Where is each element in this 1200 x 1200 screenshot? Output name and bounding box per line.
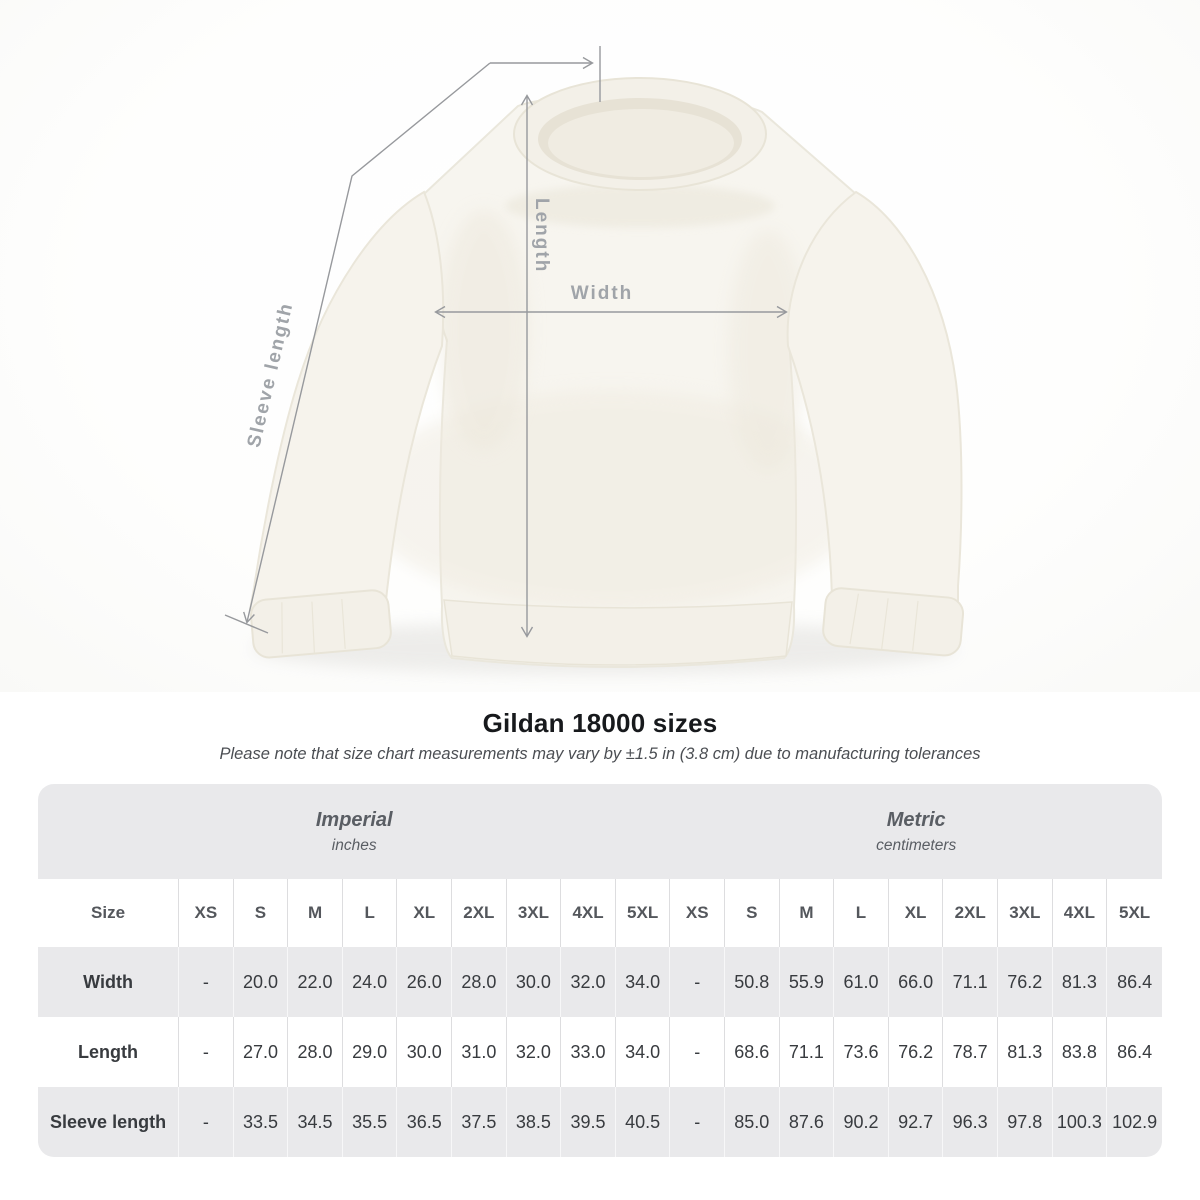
cell: 31.0 bbox=[452, 1017, 507, 1087]
metric-size-col: M bbox=[780, 879, 835, 947]
imperial-size-col: 3XL bbox=[507, 879, 562, 947]
cell: 71.1 bbox=[780, 1017, 835, 1087]
cell: 38.5 bbox=[507, 1087, 562, 1157]
cell: 68.6 bbox=[725, 1017, 780, 1087]
width-row bbox=[38, 947, 1162, 1017]
tolerance-note: Please note that size chart measurements may vary by ±1.5 in (3.8 cm) due to manufacturing tolerances bbox=[219, 745, 981, 763]
row-label: Width bbox=[38, 947, 179, 1017]
cell: 30.0 bbox=[507, 947, 562, 1017]
cell: 33.5 bbox=[234, 1087, 289, 1157]
cell: 102.9 bbox=[1107, 1087, 1162, 1157]
imperial-size-col: 2XL bbox=[452, 879, 507, 947]
cell: 29.0 bbox=[343, 1017, 398, 1087]
cell: 30.0 bbox=[397, 1017, 452, 1087]
cell: - bbox=[670, 1017, 725, 1087]
imperial-size-col: 5XL bbox=[616, 879, 671, 947]
collar bbox=[514, 78, 766, 190]
cell: 100.3 bbox=[1053, 1087, 1108, 1157]
size-column-header: Size bbox=[38, 879, 179, 947]
cell: 92.7 bbox=[889, 1087, 944, 1157]
cell: 24.0 bbox=[343, 947, 398, 1017]
cell: - bbox=[179, 947, 234, 1017]
page-title: Gildan 18000 sizes bbox=[482, 708, 718, 738]
imperial-group-header bbox=[38, 784, 670, 879]
cell: 87.6 bbox=[780, 1087, 835, 1157]
cell: 39.5 bbox=[561, 1087, 616, 1157]
cell: 32.0 bbox=[507, 1017, 562, 1087]
imperial-size-col: XL bbox=[397, 879, 452, 947]
size-chart-table bbox=[38, 784, 1162, 1157]
cell: 90.2 bbox=[834, 1087, 889, 1157]
imperial-size-col: XS bbox=[179, 879, 234, 947]
cell: 66.0 bbox=[889, 947, 944, 1017]
left-shade bbox=[439, 210, 529, 450]
cell: - bbox=[670, 947, 725, 1017]
cell: 26.0 bbox=[397, 947, 452, 1017]
cell: 86.4 bbox=[1107, 1017, 1162, 1087]
sweatshirt-illustration bbox=[250, 78, 965, 667]
cell: 73.6 bbox=[834, 1017, 889, 1087]
sleeve-length-label: Sleeve length bbox=[243, 300, 298, 450]
cell: 34.0 bbox=[616, 947, 671, 1017]
metric-size-col: XS bbox=[670, 879, 725, 947]
right-cuff bbox=[822, 587, 965, 657]
length-row bbox=[38, 1017, 1162, 1087]
imperial-size-col: M bbox=[288, 879, 343, 947]
cell: 81.3 bbox=[998, 1017, 1053, 1087]
row-label: Sleeve length bbox=[38, 1087, 179, 1157]
hem-band bbox=[444, 600, 792, 665]
metric-size-col: XL bbox=[889, 879, 944, 947]
cell: - bbox=[179, 1087, 234, 1157]
cell: 22.0 bbox=[288, 947, 343, 1017]
metric-group-header bbox=[670, 784, 1162, 879]
imperial-size-col: S bbox=[234, 879, 289, 947]
unit-group-row bbox=[38, 784, 1162, 879]
imperial-title: Imperial bbox=[315, 809, 393, 831]
cell: 55.9 bbox=[780, 947, 835, 1017]
cell: 35.5 bbox=[343, 1087, 398, 1157]
metric-size-col: 3XL bbox=[998, 879, 1053, 947]
cell: 71.1 bbox=[943, 947, 998, 1017]
cell: 81.3 bbox=[1053, 947, 1108, 1017]
cell: 61.0 bbox=[834, 947, 889, 1017]
cell: - bbox=[670, 1087, 725, 1157]
metric-size-col: 2XL bbox=[943, 879, 998, 947]
imperial-size-col: L bbox=[343, 879, 398, 947]
cell: 27.0 bbox=[234, 1017, 289, 1087]
metric-size-col: S bbox=[725, 879, 780, 947]
size-header-row bbox=[38, 879, 1162, 947]
cell: 86.4 bbox=[1107, 947, 1162, 1017]
cell: - bbox=[179, 1017, 234, 1087]
cell: 76.2 bbox=[889, 1017, 944, 1087]
metric-subtitle: centimeters bbox=[876, 837, 957, 854]
metric-size-col: L bbox=[834, 879, 889, 947]
cell: 36.5 bbox=[397, 1087, 452, 1157]
cell: 33.0 bbox=[561, 1017, 616, 1087]
cell: 78.7 bbox=[943, 1017, 998, 1087]
cell: 34.0 bbox=[616, 1017, 671, 1087]
cell: 37.5 bbox=[452, 1087, 507, 1157]
metric-size-col: 4XL bbox=[1053, 879, 1108, 947]
width-label: Width bbox=[570, 283, 634, 304]
metric-size-col: 5XL bbox=[1107, 879, 1162, 947]
left-cuff bbox=[250, 589, 393, 659]
cell: 97.8 bbox=[998, 1087, 1053, 1157]
cell: 50.8 bbox=[725, 947, 780, 1017]
metric-title: Metric bbox=[886, 809, 946, 831]
cell: 83.8 bbox=[1053, 1017, 1108, 1087]
cell: 85.0 bbox=[725, 1087, 780, 1157]
sleeve-length-row bbox=[38, 1087, 1162, 1157]
cell: 20.0 bbox=[234, 947, 289, 1017]
size-chart-card bbox=[38, 784, 1162, 1157]
imperial-size-col: 4XL bbox=[561, 879, 616, 947]
length-label: Length bbox=[531, 198, 552, 274]
cell: 40.5 bbox=[616, 1087, 671, 1157]
cell: 76.2 bbox=[998, 947, 1053, 1017]
imperial-subtitle: inches bbox=[331, 837, 377, 854]
cell: 28.0 bbox=[452, 947, 507, 1017]
cell: 96.3 bbox=[943, 1087, 998, 1157]
cell: 28.0 bbox=[288, 1017, 343, 1087]
row-label: Length bbox=[38, 1017, 179, 1087]
cell: 32.0 bbox=[561, 947, 616, 1017]
cell: 34.5 bbox=[288, 1087, 343, 1157]
